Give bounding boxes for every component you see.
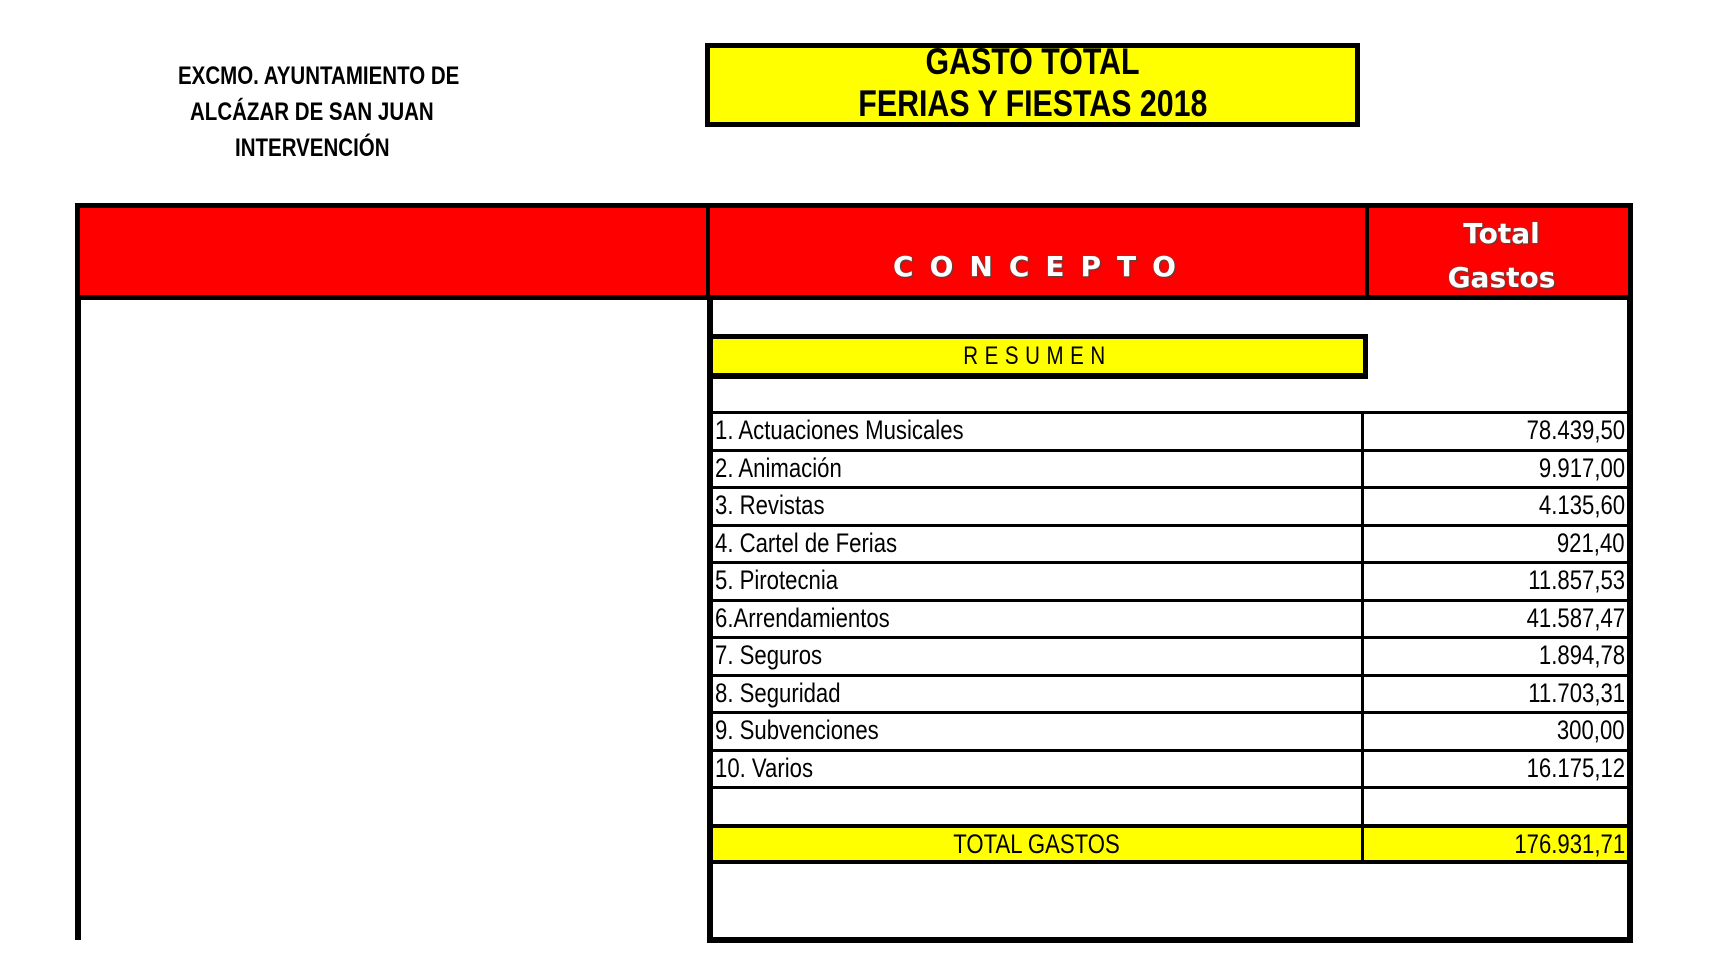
row-value [1364, 714, 1627, 749]
row-label [713, 414, 1364, 449]
row-label-text: 3. Revistas [715, 490, 825, 520]
header-divider-left [706, 208, 710, 295]
left-column-border [75, 298, 81, 940]
table-row [713, 711, 1627, 749]
row-value [1364, 489, 1627, 524]
row-label-text: 1. Actuaciones Musicales [715, 415, 964, 445]
total-value-text: 176.931,71 [1514, 828, 1625, 859]
table-row [713, 561, 1627, 599]
row-value-text: 78.439,50 [1526, 415, 1625, 445]
table-row [713, 674, 1627, 712]
table-row [713, 636, 1627, 674]
row-label [713, 489, 1364, 524]
total-label [713, 828, 1364, 860]
table-row [713, 449, 1627, 487]
org-line-3 [235, 130, 585, 166]
total-label-text: TOTAL GASTOS [953, 828, 1121, 859]
row-value-text: 1.894,78 [1538, 640, 1625, 670]
table-row-empty [713, 786, 1627, 824]
expense-table-body [713, 411, 1627, 864]
row-value [1364, 452, 1627, 487]
section-label-text: RESUMEN [963, 342, 1113, 370]
row-value-text: 9.917,00 [1538, 452, 1625, 483]
row-label [713, 714, 1364, 749]
row-value-text: 41.587,47 [1526, 602, 1625, 633]
org-line-2 [190, 94, 540, 130]
row-value [1364, 564, 1627, 599]
row-label [713, 452, 1364, 487]
row-value [1364, 602, 1627, 637]
row-value-text: 300,00 [1557, 715, 1625, 745]
column-header-concepto: CONCEPTO [893, 250, 1192, 283]
row-value-empty [1364, 789, 1627, 824]
row-value-text: 11.703,31 [1528, 677, 1625, 708]
column-header-total [1370, 212, 1633, 300]
row-value [1364, 677, 1627, 712]
row-label [713, 564, 1364, 599]
row-label [713, 677, 1364, 712]
row-label-text: 5. Pirotecnia [715, 565, 839, 595]
row-label-text: 4. Cartel de Ferias [715, 527, 898, 558]
row-value [1364, 527, 1627, 562]
table-row [713, 749, 1627, 787]
row-value [1364, 639, 1627, 674]
row-label-text: 10. Varios [715, 752, 814, 783]
org-line-1-text: EXCMO. AYUNTAMIENTO DE [178, 62, 460, 90]
row-label-text: 6.Arrendamientos [715, 602, 890, 633]
table-row [713, 411, 1627, 449]
row-label-text: 7. Seguros [715, 640, 823, 670]
table-row [713, 599, 1627, 637]
row-label-text: 2. Animación [715, 452, 842, 483]
section-label-resumen [713, 334, 1368, 379]
row-value-text: 4.135,60 [1538, 490, 1625, 520]
table-row [713, 486, 1627, 524]
row-label [713, 639, 1364, 674]
org-line-2-text: ALCÁZAR DE SAN JUAN [190, 98, 434, 126]
row-value-text: 11.857,53 [1528, 565, 1625, 595]
row-value [1364, 414, 1627, 449]
row-label-text: 9. Subvenciones [715, 715, 879, 745]
org-line-1 [178, 58, 528, 94]
row-label [713, 602, 1364, 637]
row-value [1364, 752, 1627, 787]
row-label [713, 527, 1364, 562]
title-line-2-text: FERIAS Y FIESTAS 2018 [857, 83, 1208, 124]
row-value-text: 16.175,12 [1526, 752, 1625, 783]
column-header-total-line1: Total [1463, 217, 1540, 250]
title-line-1-text: GASTO TOTAL [925, 43, 1140, 82]
row-label [713, 752, 1364, 787]
title-line-1 [710, 43, 1355, 84]
total-value [1364, 828, 1627, 860]
table-header [75, 203, 1633, 300]
title-line-2 [710, 84, 1355, 126]
document-title [705, 43, 1360, 127]
organization-header [150, 58, 500, 166]
column-header-total-line2: Gastos [1447, 261, 1556, 294]
org-line-3-text: INTERVENCIÓN [235, 134, 390, 162]
table-row [713, 524, 1627, 562]
total-row [713, 824, 1627, 864]
row-label-empty [713, 789, 1364, 824]
row-value-text: 921,40 [1557, 527, 1625, 558]
row-label-text: 8. Seguridad [715, 677, 841, 708]
